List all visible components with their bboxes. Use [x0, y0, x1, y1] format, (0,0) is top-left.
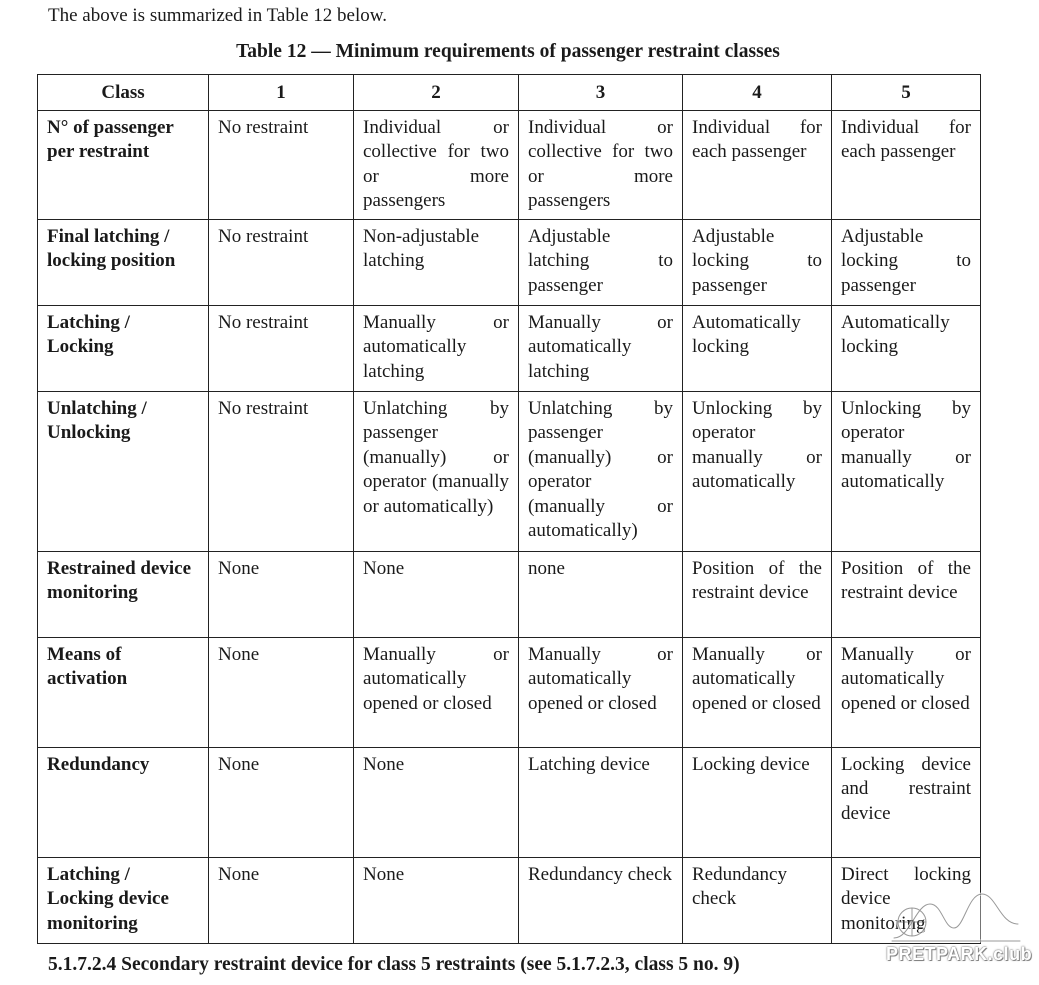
- table-cell: Position of the restraint device: [832, 552, 981, 638]
- table-cell: None: [209, 858, 354, 944]
- header-class-4: 4: [683, 75, 832, 111]
- table-cell: None: [209, 552, 354, 638]
- table-row: [38, 306, 981, 392]
- watermark-text: PRETPARK.club: [886, 944, 1033, 964]
- table-cell: none: [519, 552, 683, 638]
- section-heading: 5.1.7.2.4 Secondary restraint device for class 5 restraints (see 5.1.7.2.3, class 5 no. 9): [48, 954, 740, 975]
- table-cell: No restraint: [209, 306, 354, 392]
- row-label: Means of activation: [38, 638, 209, 748]
- table-cell: Manually or automatically latching: [354, 306, 519, 392]
- row-label: Restrained device monitoring: [38, 552, 209, 638]
- table-cell: Unlocking by operator manually or automatically: [832, 392, 981, 552]
- table-cell: Locking device and restraint device: [832, 748, 981, 858]
- table-cell: Automatically locking: [683, 306, 832, 392]
- roller-coaster-icon: [890, 884, 1022, 946]
- intro-text: The above is summarized in Table 12 below.: [48, 5, 387, 26]
- table-row: [38, 392, 981, 552]
- table-row: [38, 111, 981, 220]
- table-cell: Redundancy check: [519, 858, 683, 944]
- table-cell: None: [209, 638, 354, 748]
- watermark: [886, 884, 1033, 968]
- row-label: N° of passenger per restraint: [38, 111, 209, 220]
- table-cell: No restraint: [209, 111, 354, 220]
- row-label: Latching / Locking device monitoring: [38, 858, 209, 944]
- table-cell: Manually or automatically opened or closed: [683, 638, 832, 748]
- table-cell: Non-adjustable latching: [354, 220, 519, 306]
- table-cell: None: [209, 748, 354, 858]
- table-cell: Adjustable locking to passenger: [832, 220, 981, 306]
- table-cell: Individual or collective for two or more passengers: [354, 111, 519, 220]
- table-cell: Locking device: [683, 748, 832, 858]
- header-class-1: 1: [209, 75, 354, 111]
- table-cell: Manually or automatically opened or closed: [832, 638, 981, 748]
- table-cell: Individual or collective for two or more passengers: [519, 111, 683, 220]
- header-class-5: 5: [832, 75, 981, 111]
- table-row: [38, 220, 981, 306]
- header-class-2: 2: [354, 75, 519, 111]
- table-cell: Direct locking device monitoring: [832, 858, 981, 944]
- table-cell: Individual for each passenger: [683, 111, 832, 220]
- table-cell: None: [354, 748, 519, 858]
- table-cell: Individual for each passenger: [832, 111, 981, 220]
- table-cell: Manually or automatically latching: [519, 306, 683, 392]
- table-cell: Unlocking by operator manually or automatically: [683, 392, 832, 552]
- table-cell: Unlatching by passenger (manually) or operator (manually or automatically): [519, 392, 683, 552]
- table-row: [38, 858, 981, 944]
- table-cell: Redundancy check: [683, 858, 832, 944]
- table-cell: Adjustable latching to passenger: [519, 220, 683, 306]
- header-class-3: 3: [519, 75, 683, 111]
- table-row: [38, 638, 981, 748]
- table-cell: Automatically locking: [832, 306, 981, 392]
- row-label: Final latching / locking position: [38, 220, 209, 306]
- row-label: Latching / Locking: [38, 306, 209, 392]
- table-cell: Adjustable locking to passenger: [683, 220, 832, 306]
- table-cell: Manually or automatically opened or closed: [519, 638, 683, 748]
- table-cell: Unlatching by passenger (manually) or operator (manually or automatically): [354, 392, 519, 552]
- table-cell: Position of the restraint device: [683, 552, 832, 638]
- table-cell: No restraint: [209, 392, 354, 552]
- table-row: [38, 552, 981, 638]
- table-caption: Table 12 — Minimum requirements of passenger restraint classes: [236, 41, 780, 62]
- table-header-row: [38, 75, 981, 111]
- table-cell: Manually or automatically opened or closed: [354, 638, 519, 748]
- row-label: Unlatching / Unlocking: [38, 392, 209, 552]
- table-cell: Latching device: [519, 748, 683, 858]
- table-cell: No restraint: [209, 220, 354, 306]
- row-label: Redundancy: [38, 748, 209, 858]
- table-cell: None: [354, 858, 519, 944]
- table-cell: None: [354, 552, 519, 638]
- header-class: Class: [38, 75, 209, 111]
- restraint-classes-table: [37, 74, 981, 944]
- table-row: [38, 748, 981, 858]
